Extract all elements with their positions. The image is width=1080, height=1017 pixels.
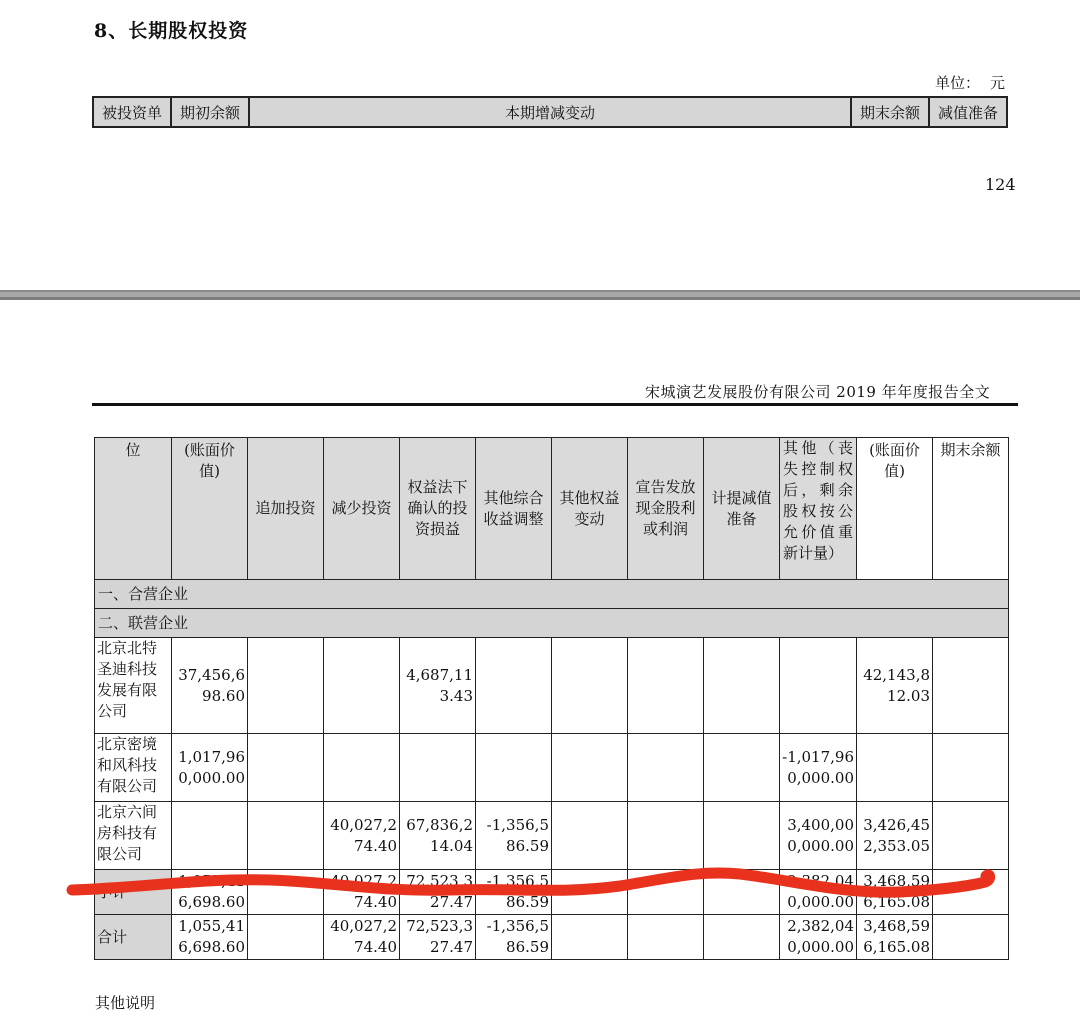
header-row bbox=[95, 438, 1009, 580]
cell-oci-adj bbox=[476, 734, 552, 802]
unit-label-text: 单位： bbox=[935, 74, 981, 92]
cell-closing-impairment bbox=[933, 638, 1009, 734]
cell-other-equity bbox=[552, 638, 628, 734]
group-label: 一、合营企业 bbox=[95, 580, 1009, 609]
group-row-associates bbox=[95, 609, 1009, 638]
cell-opening bbox=[172, 802, 248, 870]
th-impairment-provision: 计提减值准备 bbox=[704, 438, 780, 580]
cell-add-invest bbox=[248, 734, 324, 802]
cell-oci-adj: -1,356,586.59 bbox=[476, 802, 552, 870]
th-investee: 位 bbox=[95, 438, 172, 580]
cell-other: 2,382,040,000.00 bbox=[780, 870, 857, 915]
cell-other: 2,382,040,000.00 bbox=[780, 915, 857, 960]
cell-name: 合计 bbox=[95, 915, 172, 960]
table-row bbox=[95, 802, 1009, 870]
th-add-investment: 追加投资 bbox=[248, 438, 324, 580]
col-closing: 期末余额 bbox=[851, 97, 929, 127]
cell-other: -1,017,960,000.00 bbox=[780, 734, 857, 802]
other-notes-label: 其他说明 bbox=[95, 994, 156, 1012]
cell-other: 3,400,000,000.00 bbox=[780, 802, 857, 870]
cell-closing: 42,143,812.03 bbox=[857, 638, 933, 734]
running-header: 宋城演艺发展股份有限公司 2019 年年度报告全文 bbox=[645, 383, 991, 401]
long-term-equity-investment-table bbox=[94, 437, 1009, 960]
cell-dividends bbox=[628, 638, 704, 734]
cell-equity-income: 72,523,327.47 bbox=[400, 915, 476, 960]
subtotal-row bbox=[95, 870, 1009, 915]
unit-label bbox=[935, 72, 1005, 93]
cell-opening: 37,456,698.60 bbox=[172, 638, 248, 734]
cell-add-invest bbox=[248, 870, 324, 915]
unit-value: 元 bbox=[990, 74, 1006, 92]
th-dividends: 宣告发放现金股利或利润 bbox=[628, 438, 704, 580]
cell-opening: 1,017,960,000.00 bbox=[172, 734, 248, 802]
cell-closing: 3,426,452,353.05 bbox=[857, 802, 933, 870]
th-oci-adjustment: 其他综合收益调整 bbox=[476, 438, 552, 580]
cell-dividends bbox=[628, 734, 704, 802]
cell-add-invest bbox=[248, 802, 324, 870]
cell-reduce-invest: 40,027,274.40 bbox=[324, 870, 400, 915]
th-opening-book-value: (账面价值) bbox=[172, 438, 248, 580]
cell-reduce-invest: 40,027,274.40 bbox=[324, 802, 400, 870]
cell-name: 小计 bbox=[95, 870, 172, 915]
cell-add-invest bbox=[248, 638, 324, 734]
cell-equity-income: 67,836,214.04 bbox=[400, 802, 476, 870]
cell-dividends bbox=[628, 802, 704, 870]
cell-dividends bbox=[628, 870, 704, 915]
table-row bbox=[95, 734, 1009, 802]
total-row bbox=[95, 915, 1009, 960]
cell-name: 北京六间房科技有限公司 bbox=[95, 802, 172, 870]
cell-impairment bbox=[704, 915, 780, 960]
table-header-top bbox=[92, 96, 1008, 128]
cell-impairment bbox=[704, 638, 780, 734]
cell-other-equity bbox=[552, 915, 628, 960]
header-rule bbox=[92, 403, 1018, 406]
cell-closing-impairment bbox=[933, 870, 1009, 915]
cell-reduce-invest bbox=[324, 638, 400, 734]
table-row bbox=[95, 638, 1009, 734]
cell-closing-impairment bbox=[933, 802, 1009, 870]
cell-dividends bbox=[628, 915, 704, 960]
th-equity-method-income: 权益法下确认的投资损益 bbox=[400, 438, 476, 580]
cell-other bbox=[780, 638, 857, 734]
th-other-equity-change: 其他权益变动 bbox=[552, 438, 628, 580]
group-label: 二、联营企业 bbox=[95, 609, 1009, 638]
cell-add-invest bbox=[248, 915, 324, 960]
th-closing-book-value: (账面价值) bbox=[857, 438, 933, 580]
cell-other-equity bbox=[552, 802, 628, 870]
section-title: 8、长期股权投资 bbox=[94, 20, 249, 42]
cell-equity-income: 4,687,113.43 bbox=[400, 638, 476, 734]
cell-closing bbox=[857, 734, 933, 802]
cell-impairment bbox=[704, 734, 780, 802]
cell-closing: 3,468,596,165.08 bbox=[857, 915, 933, 960]
th-other: 其他（丧失控制权后，剩余股权按公允价值重新计量） bbox=[780, 438, 857, 580]
cell-other-equity bbox=[552, 734, 628, 802]
page-number: 124 bbox=[985, 175, 1016, 194]
cell-closing-impairment bbox=[933, 915, 1009, 960]
cell-equity-income: 72,523,327.47 bbox=[400, 870, 476, 915]
group-row-joint-ventures bbox=[95, 580, 1009, 609]
cell-reduce-invest: 40,027,274.40 bbox=[324, 915, 400, 960]
cell-opening: 1,055,416,698.60 bbox=[172, 915, 248, 960]
col-opening: 期初余额 bbox=[171, 97, 249, 127]
cell-impairment bbox=[704, 802, 780, 870]
cell-equity-income bbox=[400, 734, 476, 802]
cell-oci-adj: -1,356,586.59 bbox=[476, 915, 552, 960]
th-closing-impairment: 期末余额 bbox=[933, 438, 1009, 580]
page-divider bbox=[0, 290, 1080, 300]
cell-closing: 3,468,596,165.08 bbox=[857, 870, 933, 915]
col-investee: 被投资单 bbox=[93, 97, 171, 127]
th-reduce-investment: 减少投资 bbox=[324, 438, 400, 580]
cell-opening: 1,055,416,698.60 bbox=[172, 870, 248, 915]
cell-name: 北京密境和风科技有限公司 bbox=[95, 734, 172, 802]
cell-impairment bbox=[704, 870, 780, 915]
col-changes: 本期增减变动 bbox=[249, 97, 851, 127]
cell-oci-adj bbox=[476, 638, 552, 734]
col-impairment: 减值准备 bbox=[929, 97, 1007, 127]
cell-closing-impairment bbox=[933, 734, 1009, 802]
cell-reduce-invest bbox=[324, 734, 400, 802]
cell-other-equity bbox=[552, 870, 628, 915]
cell-oci-adj: -1,356,586.59 bbox=[476, 870, 552, 915]
cell-name: 北京北特圣迪科技发展有限公司 bbox=[95, 638, 172, 734]
